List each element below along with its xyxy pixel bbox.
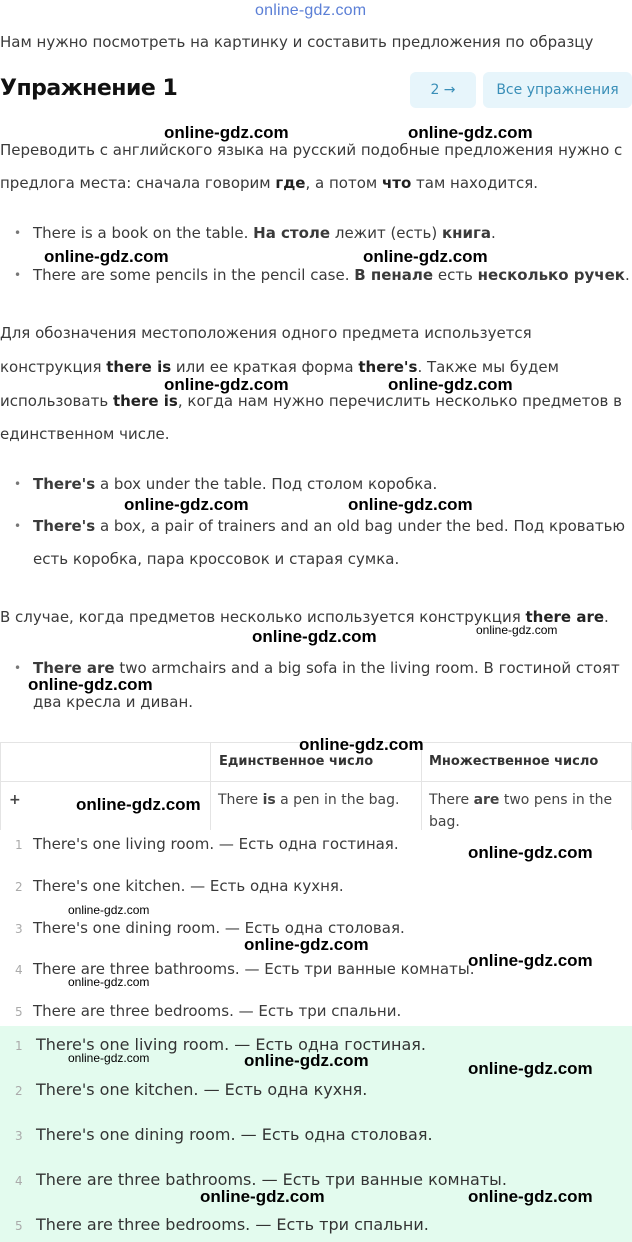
watermark: online-gdz.com xyxy=(244,1051,369,1070)
watermark: online-gdz.com xyxy=(28,675,153,694)
watermark: online-gdz.com xyxy=(164,375,289,394)
watermark: online-gdz.com xyxy=(200,1187,325,1206)
table-divider xyxy=(210,742,211,830)
rule2-line3: использовать there is, когда нам нужно перечислить несколько предметов в xyxy=(0,392,622,410)
list-item-number: 5 xyxy=(15,1005,23,1019)
list-item: There's one kitchen. — Есть одна кухня. xyxy=(36,1080,368,1099)
watermark: online-gdz.com xyxy=(68,975,150,989)
example2-item: • There's a box under the table. Под столом коробка. xyxy=(14,475,437,493)
list-item-number: 2 xyxy=(15,1084,23,1098)
watermark-top: online-gdz.com xyxy=(255,2,367,19)
exercise-title: Упражнение 1 xyxy=(0,76,178,101)
list-item-number: 1 xyxy=(15,1039,23,1053)
watermark: online-gdz.com xyxy=(68,1051,150,1065)
watermark: online-gdz.com xyxy=(476,623,558,637)
table-divider xyxy=(421,742,422,830)
list-item: There's one kitchen. — Есть одна кухня. xyxy=(33,877,344,895)
watermark: online-gdz.com xyxy=(348,495,473,514)
watermark: online-gdz.com xyxy=(124,495,249,514)
table-row-label: + xyxy=(9,792,21,808)
rule3-text: В случае, когда предметов несколько используется конструкция there are. xyxy=(0,608,609,626)
example1-item: • There are some pencils in the pencil case. В пенале есть несколько ручек. xyxy=(14,266,630,284)
rule1-line2: предлога места: сначала говорим где, а потом что там находится. xyxy=(0,174,538,192)
list-item-number: 4 xyxy=(15,963,23,977)
watermark: online-gdz.com xyxy=(164,123,289,142)
example1-item: • There is a book on the table. На столе лежит (есть) книга. xyxy=(14,224,496,242)
watermark: online-gdz.com xyxy=(252,627,377,646)
list-item: There's one living room. — Есть одна гостиная. xyxy=(36,1035,426,1054)
list-item-number: 3 xyxy=(15,922,23,936)
watermark: online-gdz.com xyxy=(44,247,169,266)
watermark: online-gdz.com xyxy=(68,903,150,917)
watermark: online-gdz.com xyxy=(468,843,593,862)
table-header-singular: Единственное число xyxy=(219,754,374,769)
watermark: online-gdz.com xyxy=(388,375,513,394)
table-cell-plural: There are two pens in the bag. xyxy=(429,792,613,830)
example2-item: • There's a box, a pair of trainers and an old bag under the bed. Под кроватью xyxy=(14,517,625,535)
watermark: online-gdz.com xyxy=(468,1187,593,1206)
table-header-plural: Множественное число xyxy=(429,754,599,769)
rule1-line1: Переводить с английского языка на русский подобные предложения нужно с xyxy=(0,141,623,159)
intro-text: Нам нужно посмотреть на картинку и составить предложения по образцу xyxy=(0,33,594,51)
list-item: There's one living room. — Есть одна гостиная. xyxy=(33,835,399,853)
watermark: online-gdz.com xyxy=(408,123,533,142)
watermark: online-gdz.com xyxy=(299,735,424,754)
list-item: There are three bedrooms. — Есть три спальни. xyxy=(36,1215,429,1234)
watermark: online-gdz.com xyxy=(468,1059,593,1078)
example3-item: • There are two armchairs and a big sofa in the living room. В гостиной стоят xyxy=(14,659,620,677)
watermark: online-gdz.com xyxy=(363,247,488,266)
watermark: online-gdz.com xyxy=(76,795,201,814)
list-item: There's one dining room. — Есть одна столовая. xyxy=(33,919,405,937)
list-item-number: 2 xyxy=(15,880,23,894)
table-row-divider xyxy=(0,781,632,782)
list-item: There are three bathrooms. — Есть три ванные комнаты. xyxy=(33,960,475,978)
list-item: There's one dining room. — Есть одна столовая. xyxy=(36,1125,433,1144)
list-item-number: 1 xyxy=(15,838,23,852)
rule2-line1: Для обозначения местоположения одного предмета используется xyxy=(0,324,532,342)
example3-continuation: два кресла и диван. xyxy=(33,693,194,711)
list-item-number: 4 xyxy=(15,1174,23,1188)
all-exercises-button[interactable]: Все упражнения xyxy=(483,72,632,108)
list-item-number: 3 xyxy=(15,1129,23,1143)
list-item-number: 5 xyxy=(15,1219,23,1233)
watermark: online-gdz.com xyxy=(244,935,369,954)
list-item: There are three bedrooms. — Есть три спальни. xyxy=(33,1002,402,1020)
table-cell-singular: There is a pen in the bag. xyxy=(218,792,400,808)
watermark: online-gdz.com xyxy=(468,951,593,970)
example2-continuation: есть коробка, пара кроссовок и старая сумка. xyxy=(33,550,400,568)
rule2-line4: единственном числе. xyxy=(0,425,170,443)
rule2-line2: конструкция there is или ее краткая форма there's. Также мы будем xyxy=(0,358,559,376)
table-divider xyxy=(0,742,1,830)
list-item: There are three bathrooms. — Есть три ванные комнаты. xyxy=(36,1170,507,1189)
next-exercise-button[interactable]: 2 → xyxy=(410,72,476,108)
